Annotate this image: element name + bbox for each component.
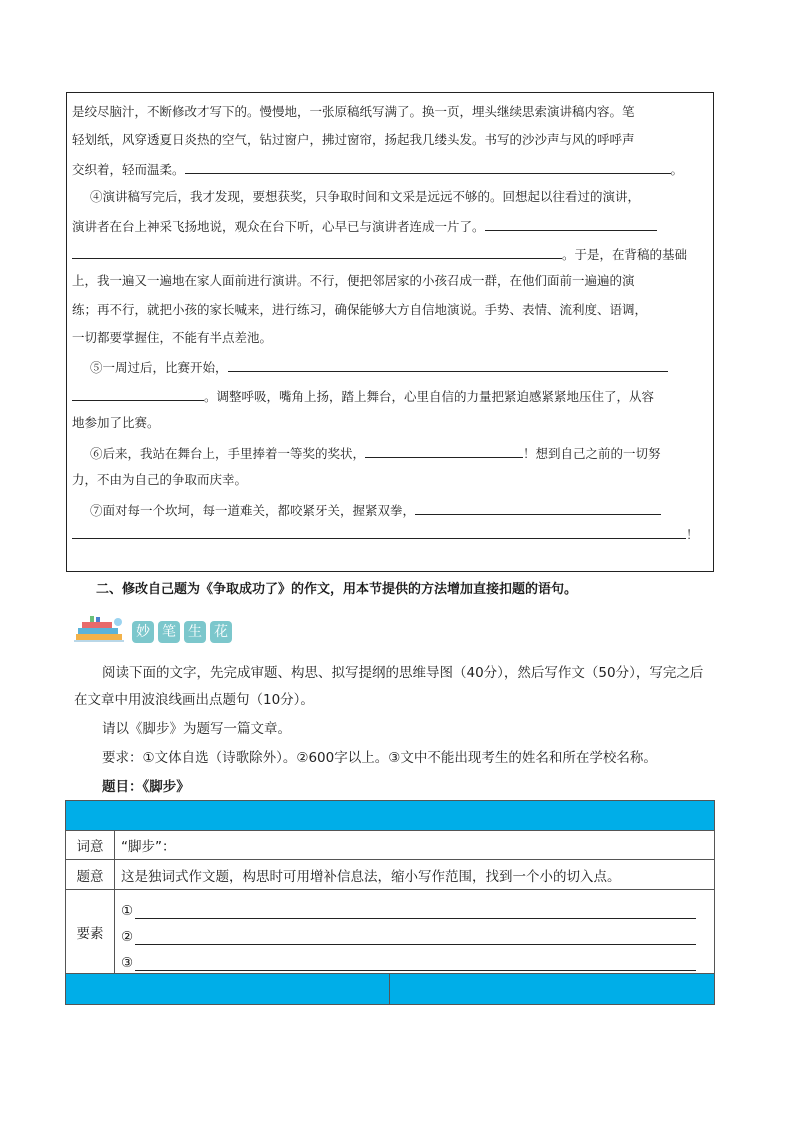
passage-line: 力，不由为自己的争取而庆幸。 bbox=[72, 472, 248, 487]
passage-text: 。 bbox=[670, 162, 684, 177]
prompt-paragraph: 在文章中用波浪线画出点题句（10分）。 bbox=[74, 692, 314, 708]
table-footer-bar bbox=[66, 974, 715, 1005]
passage-line bbox=[72, 217, 657, 235]
prompt-paragraph: 请以《脚步》为题写一篇文章。 bbox=[102, 721, 291, 737]
blank-line[interactable] bbox=[485, 217, 657, 231]
yaosu-cell bbox=[115, 890, 715, 974]
passage-text: ！ bbox=[686, 527, 699, 542]
blank-line[interactable] bbox=[135, 904, 696, 919]
passage-text: 。调整呼吸，嘴角上扬，踏上舞台，心里自信的力量把紧迫感紧紧地压住了，从容 bbox=[204, 389, 655, 404]
mind-map-table bbox=[65, 800, 715, 1005]
passage-line bbox=[90, 444, 661, 462]
tiyi-value: 这是独词式作文题，构思时可用增补信息法，缩小写作范围，找到一个小的切入点。 bbox=[115, 860, 715, 890]
passage-line: ④演讲稿写完后，我才发现，要想获奖，只争取时间和文采是远远不够的。回想起以往看过的演讲， bbox=[90, 189, 641, 204]
section-banner bbox=[74, 612, 254, 646]
prompt-requirements: 要求：①文体自选（诗歌除外）。②600字以上。③文中不能出现考生的姓名和所在学校名称。 bbox=[102, 750, 657, 766]
banner-char: 笔 bbox=[158, 621, 180, 643]
blank-line[interactable] bbox=[415, 501, 661, 515]
blank-line[interactable] bbox=[72, 245, 562, 259]
books-icon bbox=[74, 616, 128, 644]
passage-line bbox=[90, 358, 668, 376]
ciyi-cell[interactable] bbox=[115, 831, 715, 860]
element-marker: ② bbox=[121, 928, 134, 945]
element-marker: ① bbox=[121, 902, 134, 919]
tiyi-label: 题意 bbox=[66, 860, 115, 890]
blank-line[interactable] bbox=[72, 525, 686, 539]
passage-line bbox=[72, 160, 683, 178]
blank-line[interactable] bbox=[135, 956, 696, 971]
passage-text: ⑦面对每一个坎坷，每一道难关，都咬紧牙关，握紧双拳， bbox=[90, 503, 416, 518]
essay-title: 题目：《脚步》 bbox=[102, 779, 190, 795]
ciyi-value: “脚步”： bbox=[121, 839, 176, 855]
passage-line bbox=[72, 245, 687, 263]
section-two-instruction: 二、修改自己题为《争取成功了》的作文，用本节提供的方法增加直接扣题的语句。 bbox=[96, 582, 578, 597]
passage-text: ！想到自己之前的一切努 bbox=[523, 446, 661, 461]
element-marker: ③ bbox=[121, 954, 134, 971]
passage-text: 演讲者在台上神采飞扬地说，观众在台下听，心早已与演讲者连成一片了。 bbox=[72, 219, 485, 234]
passage-line: 轻划纸，风穿透夏日炎热的空气，钻过窗户，拂过窗帘，扬起我几缕头发。书写的沙沙声与风的呼呼声 bbox=[72, 132, 635, 147]
blank-line[interactable] bbox=[135, 930, 696, 945]
element-fill-row[interactable] bbox=[121, 945, 708, 971]
passage-text: 。于是，在背稿的基础 bbox=[562, 247, 688, 262]
passage-line: 上，我一遍又一遍地在家人面前进行演讲。不行，便把邻居家的小孩召成一群，在他们面前一遍遍的演 bbox=[72, 273, 635, 288]
footer-cell-right bbox=[390, 974, 714, 1004]
blank-line[interactable] bbox=[365, 444, 523, 458]
table-header-bar bbox=[66, 801, 715, 831]
banner-char: 妙 bbox=[132, 621, 154, 643]
banner-char: 花 bbox=[210, 621, 232, 643]
passage-line bbox=[90, 501, 661, 519]
element-fill-row[interactable] bbox=[121, 919, 708, 945]
passage-text: ⑤一周过后，比赛开始， bbox=[90, 360, 228, 375]
blank-line[interactable] bbox=[228, 358, 668, 372]
banner-char: 生 bbox=[184, 621, 206, 643]
passage-line: 是绞尽脑汁，不断修改才写下的。慢慢地，一张原稿纸写满了。换一页，埋头继续思索演讲稿内容。笔 bbox=[72, 104, 635, 119]
passage-line: 地参加了比赛。 bbox=[72, 415, 160, 430]
yaosu-label: 要素 bbox=[66, 890, 115, 974]
passage-line: 一切都要掌握住，不能有半点差池。 bbox=[72, 330, 273, 345]
element-fill-row[interactable] bbox=[121, 893, 708, 919]
passage-line bbox=[72, 525, 699, 543]
passage-text: 交织着，轻而温柔。 bbox=[72, 162, 185, 177]
blank-line[interactable] bbox=[185, 160, 671, 174]
prompt-paragraph: 阅读下面的文字，先完成审题、构思、拟写提纲的思维导图（40分），然后写作文（50分），写完之后 bbox=[102, 665, 704, 681]
ciyi-label: 词意 bbox=[66, 831, 115, 860]
blank-line[interactable] bbox=[72, 387, 204, 401]
passage-line: 练；再不行，就把小孩的家长喊来，进行练习，确保能够大方自信地演说。手势、表情、流利度、语调， bbox=[72, 302, 648, 317]
passage-line bbox=[72, 387, 654, 405]
footer-cell-left bbox=[66, 974, 390, 1004]
passage-text: ⑥后来，我站在舞台上，手里捧着一等奖的奖状， bbox=[90, 446, 366, 461]
